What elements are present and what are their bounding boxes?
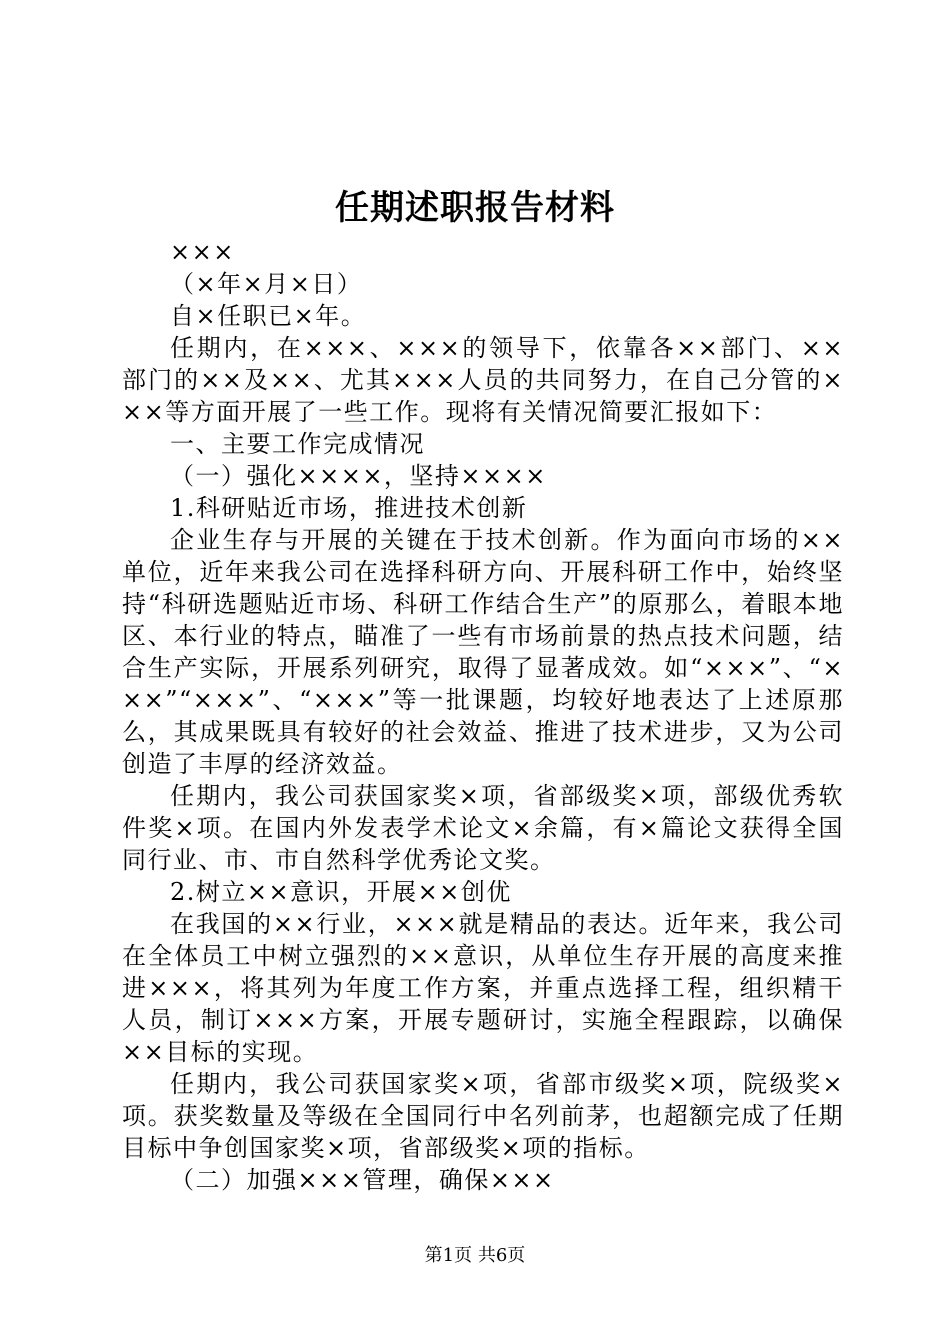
document-title: 任期述职报告材料 [335, 188, 615, 228]
paragraph: 企业生存与开展的关键在于技术创新。作为面向市场的××单位，近年来我公司在选择科研方向、开展科研工作中，始终坚持“科研选题贴近市场、科研工作结合生产”的原那么，着眼本地区、本行业的特点，瞄准了一些有市场前景的热点技术问题，结合生产实际，开展系列研究，取得了显著成效。如“×××”、“×××”“×××”、“×××”等一批课题，均较好地表达了上述原那么，其成果既具有较好的社会效益、推进了技术进步，又为公司创造了丰厚的经济效益。 [122, 526, 844, 778]
paragraph: 自×任职已×年。 [170, 302, 367, 330]
paragraph: 任期内，在×××、×××的领导下，依靠各××部门、××部门的××及××、尤其×××人员的共同努力，在自己分管的×××等方面开展了一些工作。现将有关情况简要汇报如下： [122, 334, 844, 426]
paragraph: 在我国的××行业，×××就是精品的表达。近年来，我公司在全体员工中树立强烈的××意识，从单位生存开展的高度来推进×××，将其列为年度工作方案，并重点选择工程，组织精干人员，制订×××方案，开展专题研讨，实施全程跟踪，以确保××目标的实现。 [122, 910, 844, 1066]
date-line: （×年×月×日） [170, 270, 363, 298]
item-heading: 2.树立××意识，开展××创优 [170, 878, 512, 906]
author-line: ××× [170, 238, 235, 266]
paragraph: 任期内，我公司获国家奖×项，省部市级奖×项，院级奖×项。获奖数量及等级在全国同行中名列前茅，也超额完成了任期目标中争创国家奖×项，省部级奖×项的指标。 [122, 1070, 844, 1162]
paragraph: 任期内，我公司获国家奖×项，省部级奖×项，部级优秀软件奖×项。在国内外发表学术论文×余篇，有×篇论文获得全国同行业、市、市自然科学优秀论文奖。 [122, 782, 844, 874]
page-number-footer: 第1页 共6页 [424, 1245, 526, 1266]
document-body [122, 236, 844, 1196]
item-heading: 1.科研贴近市场，推进技术创新 [170, 494, 528, 522]
subsection-heading: （一）强化××××，坚持×××× [170, 462, 547, 490]
section-heading: 一、主要工作完成情况 [170, 430, 425, 458]
subsection-heading: （二）加强×××管理，确保××× [170, 1166, 555, 1194]
